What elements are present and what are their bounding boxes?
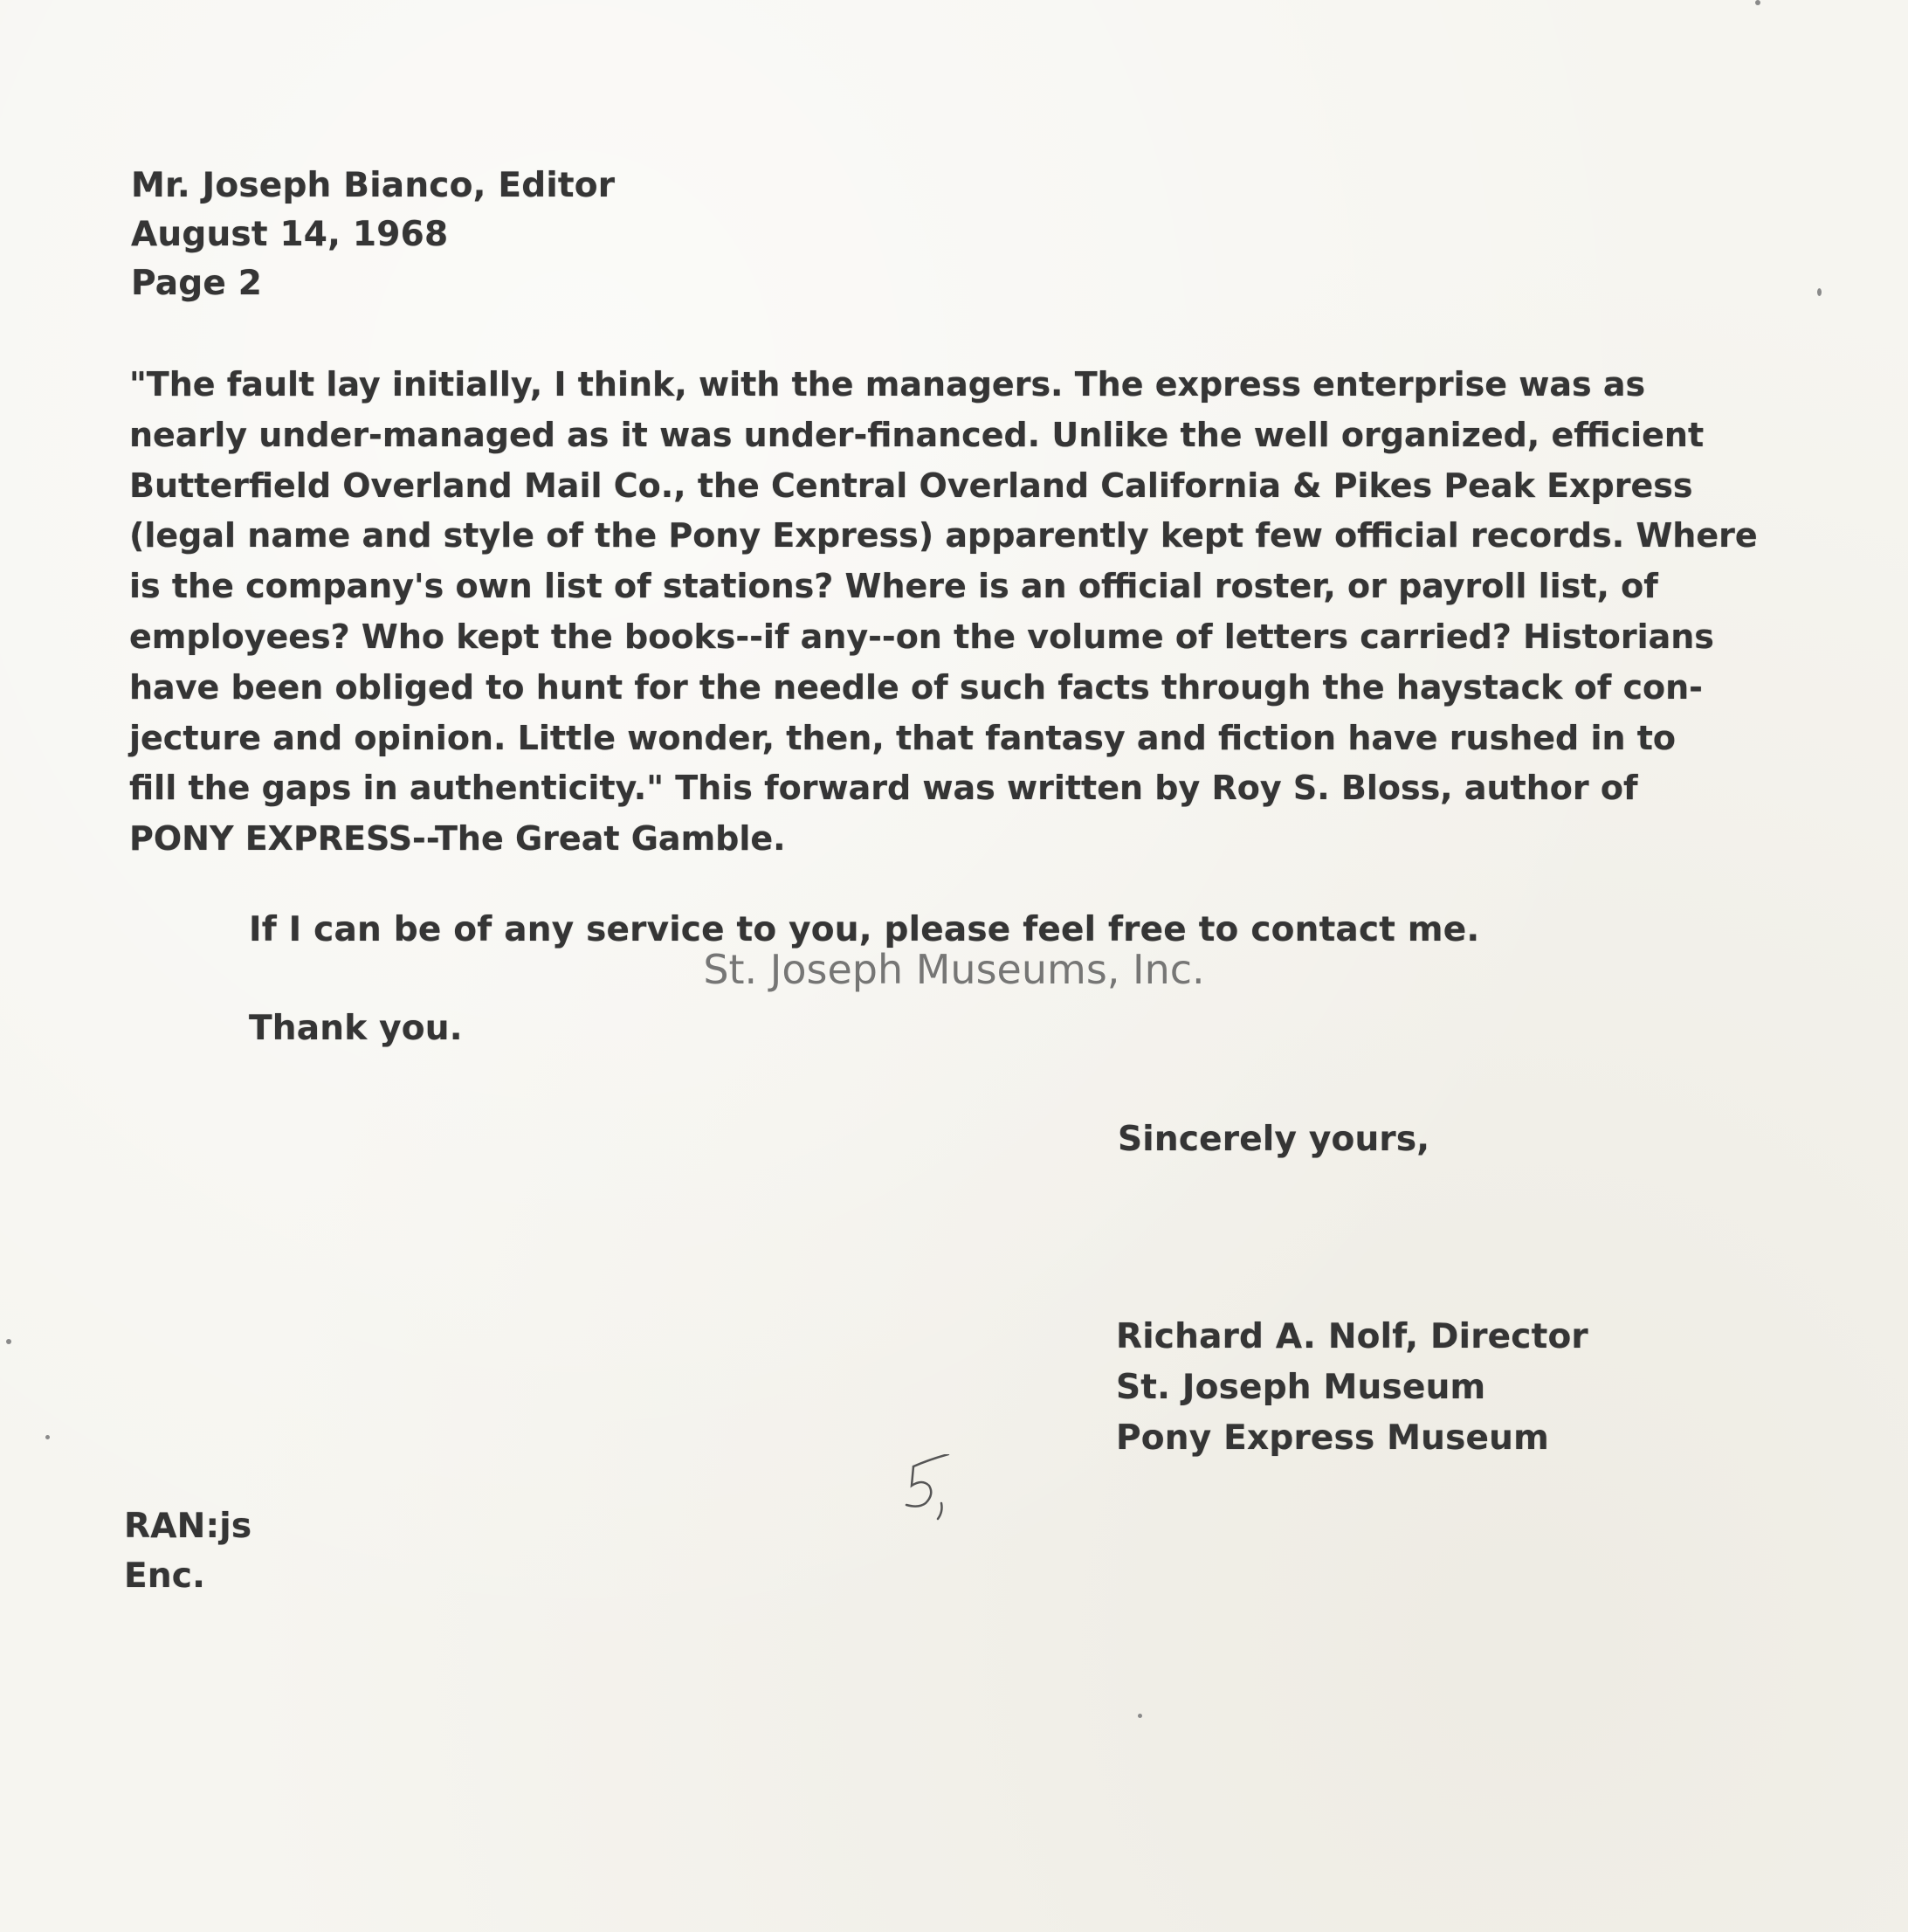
- paper-speck: [1755, 0, 1760, 5]
- quote-line: nearly under-managed as it was under-financed. Unlike the well organized, efficient: [129, 415, 1705, 454]
- quote-line: fill the gaps in authenticity." This forward was written by Roy S. Bloss, author of: [129, 769, 1638, 808]
- quote-line: employees? Who kept the books--if any--on the volume of letters carried? Historians: [129, 617, 1714, 656]
- page-number-line: Page 2: [131, 264, 263, 303]
- handwritten-mark: [903, 1454, 955, 1524]
- quote-paragraph: [129, 360, 1771, 865]
- quote-line: is the company's own list of stations? Where is an official roster, or payroll list, of: [129, 567, 1658, 606]
- paper-speck: [45, 1435, 50, 1439]
- quote-line: have been obliged to hunt for the needle of such facts through the haystack of con-: [129, 667, 1703, 707]
- paper-speck: [6, 1339, 11, 1344]
- paper-speck: [1817, 288, 1822, 296]
- quote-line: jecture and opinion. Little wonder, then, that fantasy and fiction have rushed in to: [129, 718, 1677, 757]
- signer-org-2: Pony Express Museum: [1116, 1418, 1549, 1458]
- quote-line: Butterfield Overland Mail Co., the Central Overland California & Pikes Peak Express: [129, 466, 1693, 505]
- recipient-line: Mr. Joseph Bianco, Editor: [131, 166, 616, 205]
- signer-name-title: Richard A. Nolf, Director: [1116, 1317, 1588, 1356]
- quote-line: "The fault lay initially, I think, with the managers. The express enterprise was as: [129, 365, 1646, 404]
- service-offer-line: If I can be of any service to you, please feel free to contact me.: [249, 910, 1480, 949]
- thank-you-line: Thank you.: [249, 1009, 463, 1048]
- quote-line: PONY EXPRESS--The Great Gamble.: [129, 819, 786, 859]
- typist-initials: RAN:js: [124, 1507, 252, 1546]
- quote-line: (legal name and style of the Pony Express) apparently kept few official records. Where: [129, 516, 1758, 555]
- signer-org-1: St. Joseph Museum: [1116, 1368, 1486, 1407]
- salutation: Sincerely yours,: [1118, 1120, 1430, 1159]
- enclosure-note: Enc.: [124, 1556, 206, 1596]
- watermark: St. Joseph Museums, Inc.: [703, 946, 1205, 993]
- date-line: August 14, 1968: [131, 215, 449, 254]
- paper-speck: [1138, 1714, 1142, 1718]
